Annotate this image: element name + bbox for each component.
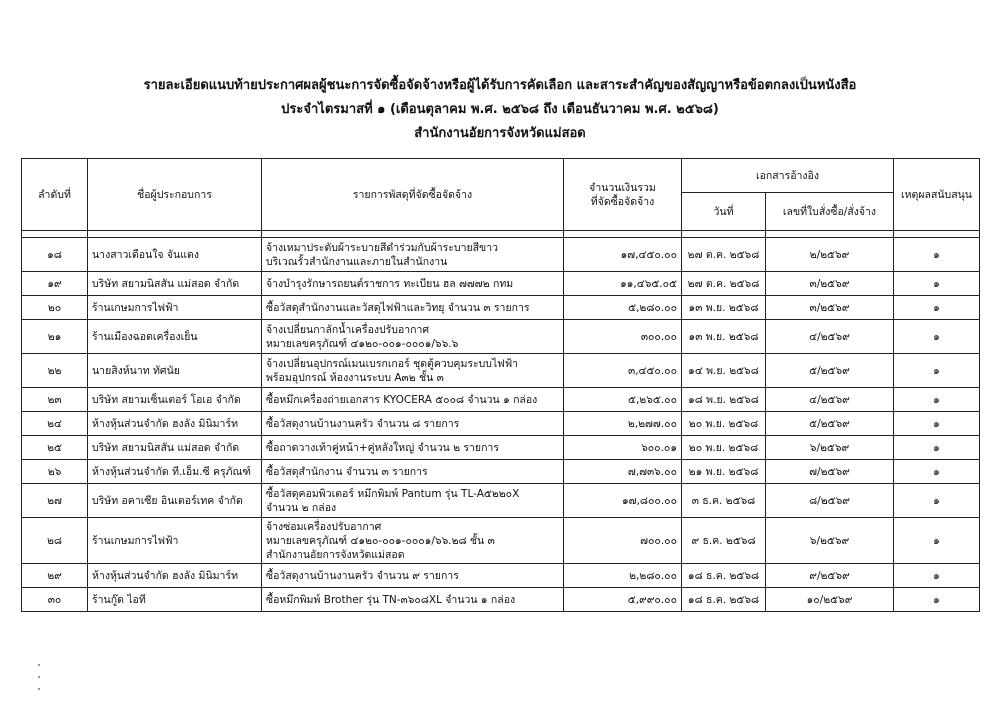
cell-amount: ๓๐๐.๐๐ xyxy=(564,320,682,354)
table-row xyxy=(22,460,980,484)
cell-seq: ๒๑ xyxy=(22,320,88,354)
cell-item-line: ซื้อวัสดุงานบ้านงานครัว จำนวน ๘ รายการ xyxy=(266,417,460,430)
cell-seq: ๓๐ xyxy=(22,588,88,612)
cell-reason: ๑ xyxy=(894,272,980,296)
cell-po-number: ๔/๒๕๖๙ xyxy=(766,388,894,412)
cell-reason: ๑ xyxy=(894,436,980,460)
cell-amount: ๓,๔๕๐.๐๐ xyxy=(564,354,682,388)
cell-po-number: ๔/๒๕๖๙ xyxy=(766,320,894,354)
cell-items xyxy=(262,564,564,588)
cell-reason: ๑ xyxy=(894,388,980,412)
cell-seq: ๒๐ xyxy=(22,296,88,320)
cell-items xyxy=(262,296,564,320)
cell-seq: ๒๕ xyxy=(22,436,88,460)
cell-po-number: ๓/๒๕๖๙ xyxy=(766,296,894,320)
table-row xyxy=(22,436,980,460)
cell-date: ๒๑ พ.ย. ๒๕๖๘ xyxy=(682,460,766,484)
header-date: วันที่ xyxy=(682,193,766,231)
cell-reason: ๑ xyxy=(894,564,980,588)
document-period: ประจำไตรมาสที่ ๑ (เดือนตุลาคม พ.ศ. ๒๕๖๘ ถึง เดือนธันวาคม พ.ศ. ๒๕๖๘) xyxy=(281,102,719,117)
cell-item-line: ซื้อวัสดุคอมพิวเตอร์ หมึกพิมพ์ Pantum รุ่น TL-A๕๒๒๐X xyxy=(266,487,520,500)
cell-items xyxy=(262,412,564,436)
table-row xyxy=(22,272,980,296)
cell-item-line: ซื้อวัสดุงานบ้านงานครัว จำนวน ๙ รายการ xyxy=(266,569,459,582)
cell-items xyxy=(262,484,564,518)
document-agency: สำนักงานอัยการจังหวัดแม่สอด xyxy=(414,126,586,141)
procurement-table xyxy=(21,158,980,612)
cell-item-line: จ้างเปลี่ยนกาลักน้ำเครื่องปรับอากาศ xyxy=(266,323,430,336)
cell-items xyxy=(262,272,564,296)
cell-date: ๑๓ พ.ย. ๒๕๖๘ xyxy=(682,296,766,320)
cell-date: ๙ ธ.ค. ๒๕๖๘ xyxy=(682,518,766,564)
cell-item-line: ซื้อหมึกเครื่องถ่ายเอกสาร KYOCERA ๕๐๐๘ จำนวน ๑ กล่อง xyxy=(266,393,538,406)
table-row xyxy=(22,564,980,588)
table-row xyxy=(22,484,980,518)
cell-reason: ๑ xyxy=(894,320,980,354)
cell-po-number: ๘/๒๕๖๙ xyxy=(766,484,894,518)
cell-items xyxy=(262,460,564,484)
cell-item-line: จำนวน ๒ กล่อง xyxy=(266,501,337,514)
document-header xyxy=(0,74,1000,146)
cell-item-line: ซื้อวัสดุสำนักงาน จำนวน ๓ รายการ xyxy=(266,465,428,478)
cell-vendor: บริษัท อคาเซีย อินเตอร์เทค จำกัด xyxy=(88,484,262,518)
cell-vendor: ร้านเกษมการไฟฟ้า xyxy=(88,518,262,564)
cell-reason: ๑ xyxy=(894,354,980,388)
table-row xyxy=(22,388,980,412)
table-row xyxy=(22,354,980,388)
header-po-number: เลขที่ใบสั่งซื้อ/สั่งจ้าง xyxy=(766,193,894,231)
cell-amount: ๗๐๐.๐๐ xyxy=(564,518,682,564)
cell-amount: ๑๗,๘๐๐.๐๐ xyxy=(564,484,682,518)
cell-vendor: ร้านเกษมการไฟฟ้า xyxy=(88,296,262,320)
header-spacer xyxy=(22,231,980,238)
cell-vendor: บริษัท สยามนิสสัน แม่สอด จำกัด xyxy=(88,436,262,460)
cell-items xyxy=(262,588,564,612)
cell-item-line: พร้อมอุปกรณ์ ห้องงานระบบ A๓๒ ชั้น ๓ xyxy=(266,371,444,384)
cell-item-line: จ้างเปลี่ยนอุปกรณ์เมนเบรกเกอร์ ชุดตู้ควบคุมระบบไฟฟ้า xyxy=(266,357,519,370)
cell-seq: ๒๘ xyxy=(22,518,88,564)
cell-item-line: หมายเลขครุภัณฑ์ ๔๑๒๐-๐๐๑-๐๐๐๑/๖๖.๖ xyxy=(266,337,459,350)
cell-item-line: สำนักงานอัยการจังหวัดแม่สอด xyxy=(266,548,405,561)
cell-vendor: บริษัท สยามนิสสัน แม่สอด จำกัด xyxy=(88,272,262,296)
cell-date: ๑๘ พ.ย. ๒๕๖๘ xyxy=(682,388,766,412)
header-ref-docs: เอกสารอ้างอิง xyxy=(682,159,894,193)
cell-seq: ๒๙ xyxy=(22,564,88,588)
cell-po-number: ๑๐/๒๕๖๙ xyxy=(766,588,894,612)
cell-seq: ๒๓ xyxy=(22,388,88,412)
document-title: รายละเอียดแนบท้ายประกาศผลผู้ชนะการจัดซื้อจัดจ้างหรือผู้ได้รับการคัดเลือก และสาระสำคัญของสัญญาหรือข้อตกลงเป็นหนังสือ xyxy=(143,78,857,93)
cell-po-number: ๕/๒๕๖๙ xyxy=(766,354,894,388)
cell-items xyxy=(262,388,564,412)
cell-date: ๒๐ พ.ย. ๒๕๖๘ xyxy=(682,412,766,436)
cell-po-number: ๕/๒๕๖๙ xyxy=(766,412,894,436)
cell-seq: ๒๔ xyxy=(22,412,88,436)
cell-item-line: จ้างซ่อมเครื่องปรับอากาศ xyxy=(266,520,382,533)
cell-vendor: นางสาวเดือนใจ จันแดง xyxy=(88,238,262,272)
table-row xyxy=(22,238,980,272)
cell-date: ๒๗ ต.ค. ๒๕๖๘ xyxy=(682,238,766,272)
cell-date: ๑๔ พ.ย. ๒๕๖๘ xyxy=(682,354,766,388)
header-amount-line2: ที่จัดซื้อจัดจ้าง xyxy=(590,195,655,208)
header-amount xyxy=(564,159,682,231)
cell-items xyxy=(262,518,564,564)
cell-item-line: ซื้อหมึกพิมพ์ Brother รุ่น TN-๓๖๐๘XL จำนวน ๑ กล่อง xyxy=(266,593,516,606)
cell-vendor: บริษัท สยามเซ็นเตอร์ โอเอ จำกัด xyxy=(88,388,262,412)
cell-vendor: ห้างหุ้นส่วนจำกัด ฮงลัง มินิมาร์ท xyxy=(88,412,262,436)
cell-date: ๒๐ พ.ย. ๒๕๖๘ xyxy=(682,436,766,460)
cell-reason: ๑ xyxy=(894,296,980,320)
cell-item-line: จ้างเหมาประดับผ้าระบายสีดำร่วมกับผ้าระบายสีขาว xyxy=(266,241,498,254)
cell-seq: ๑๘ xyxy=(22,238,88,272)
cell-amount: ๖๐๐.๐๑ xyxy=(564,436,682,460)
table-row xyxy=(22,320,980,354)
cell-item-line: ซื้อถาดวางเท้าคู่หน้า+คู่หลังใหญ่ จำนวน ๒ รายการ xyxy=(266,441,499,454)
header-amount-line1: จำนวนเงินรวม xyxy=(589,181,656,194)
cell-amount: ๑๑,๔๖๕.๐๕ xyxy=(564,272,682,296)
cell-vendor: นายสิงห์นาท ทัศนัย xyxy=(88,354,262,388)
header-items: รายการพัสดุที่จัดซื้อจัดจ้าง xyxy=(262,159,564,231)
cell-reason: ๑ xyxy=(894,518,980,564)
cell-po-number: ๒/๒๕๖๙ xyxy=(766,238,894,272)
cell-item-line: ซื้อวัสดุสำนักงานและวัสดุไฟฟ้าและวิทยุ จำนวน ๓ รายการ xyxy=(266,301,530,314)
cell-po-number: ๗/๒๕๖๙ xyxy=(766,460,894,484)
cell-date: ๑๘ ธ.ค. ๒๕๖๘ xyxy=(682,588,766,612)
cell-reason: ๑ xyxy=(894,412,980,436)
cell-po-number: ๖/๒๕๖๙ xyxy=(766,436,894,460)
header-seq: ลำดับที่ xyxy=(22,159,88,231)
cell-amount: ๒,๒๘๐.๐๐ xyxy=(564,564,682,588)
cell-vendor: ร้านเมืองฉอดเครื่องเย็น xyxy=(88,320,262,354)
cell-date: ๑๓ พ.ย. ๒๕๖๘ xyxy=(682,320,766,354)
cell-amount: ๕,๒๘๐.๐๐ xyxy=(564,296,682,320)
cell-reason: ๑ xyxy=(894,238,980,272)
margin-marks xyxy=(38,664,44,700)
cell-date: ๒๗ ต.ค. ๒๕๖๘ xyxy=(682,272,766,296)
cell-seq: ๑๙ xyxy=(22,272,88,296)
table-body xyxy=(22,231,980,612)
cell-date: ๑๘ ธ.ค. ๒๕๖๘ xyxy=(682,564,766,588)
cell-items xyxy=(262,436,564,460)
cell-date: ๓ ธ.ค. ๒๕๖๘ xyxy=(682,484,766,518)
cell-amount: ๑๗,๔๕๐.๐๐ xyxy=(564,238,682,272)
cell-po-number: ๖/๒๕๖๙ xyxy=(766,518,894,564)
cell-reason: ๑ xyxy=(894,484,980,518)
cell-amount: ๗,๗๓๖.๐๐ xyxy=(564,460,682,484)
cell-vendor: ร้านกู๊ด ไอที xyxy=(88,588,262,612)
cell-vendor: ห้างหุ้นส่วนจำกัด ที.เอ็ม.ซี ครุภัณฑ์ xyxy=(88,460,262,484)
cell-items xyxy=(262,238,564,272)
cell-seq: ๒๖ xyxy=(22,460,88,484)
cell-seq: ๒๒ xyxy=(22,354,88,388)
table-row xyxy=(22,296,980,320)
table-row xyxy=(22,412,980,436)
cell-amount: ๒,๒๗๗.๐๐ xyxy=(564,412,682,436)
cell-items xyxy=(262,354,564,388)
cell-po-number: ๙/๒๕๖๙ xyxy=(766,564,894,588)
cell-amount: ๕,๙๙๐.๐๐ xyxy=(564,588,682,612)
cell-item-line: จ้างบำรุงรักษารถยนต์ราชการ ทะเบียน ฮล ๗๗๗๒ กทม xyxy=(266,277,514,290)
cell-reason: ๑ xyxy=(894,588,980,612)
cell-items xyxy=(262,320,564,354)
cell-item-line: บริเวณรั้วสำนักงานและภายในสำนักงาน xyxy=(266,255,448,268)
cell-seq: ๒๗ xyxy=(22,484,88,518)
table-row xyxy=(22,588,980,612)
cell-reason: ๑ xyxy=(894,460,980,484)
table-row xyxy=(22,518,980,564)
cell-vendor: ห้างหุ้นส่วนจำกัด ฮงลัง มินิมาร์ท xyxy=(88,564,262,588)
cell-item-line: หมายเลขครุภัณฑ์ ๔๑๒๐-๐๐๑-๐๐๐๑/๖๖.๒๘ ชั้น ๓ xyxy=(266,534,495,547)
header-reason: เหตุผลสนับสนุน xyxy=(894,159,980,231)
cell-po-number: ๓/๒๕๖๙ xyxy=(766,272,894,296)
header-vendor: ชื่อผู้ประกอบการ xyxy=(88,159,262,231)
cell-amount: ๕,๒๖๕.๐๐ xyxy=(564,388,682,412)
